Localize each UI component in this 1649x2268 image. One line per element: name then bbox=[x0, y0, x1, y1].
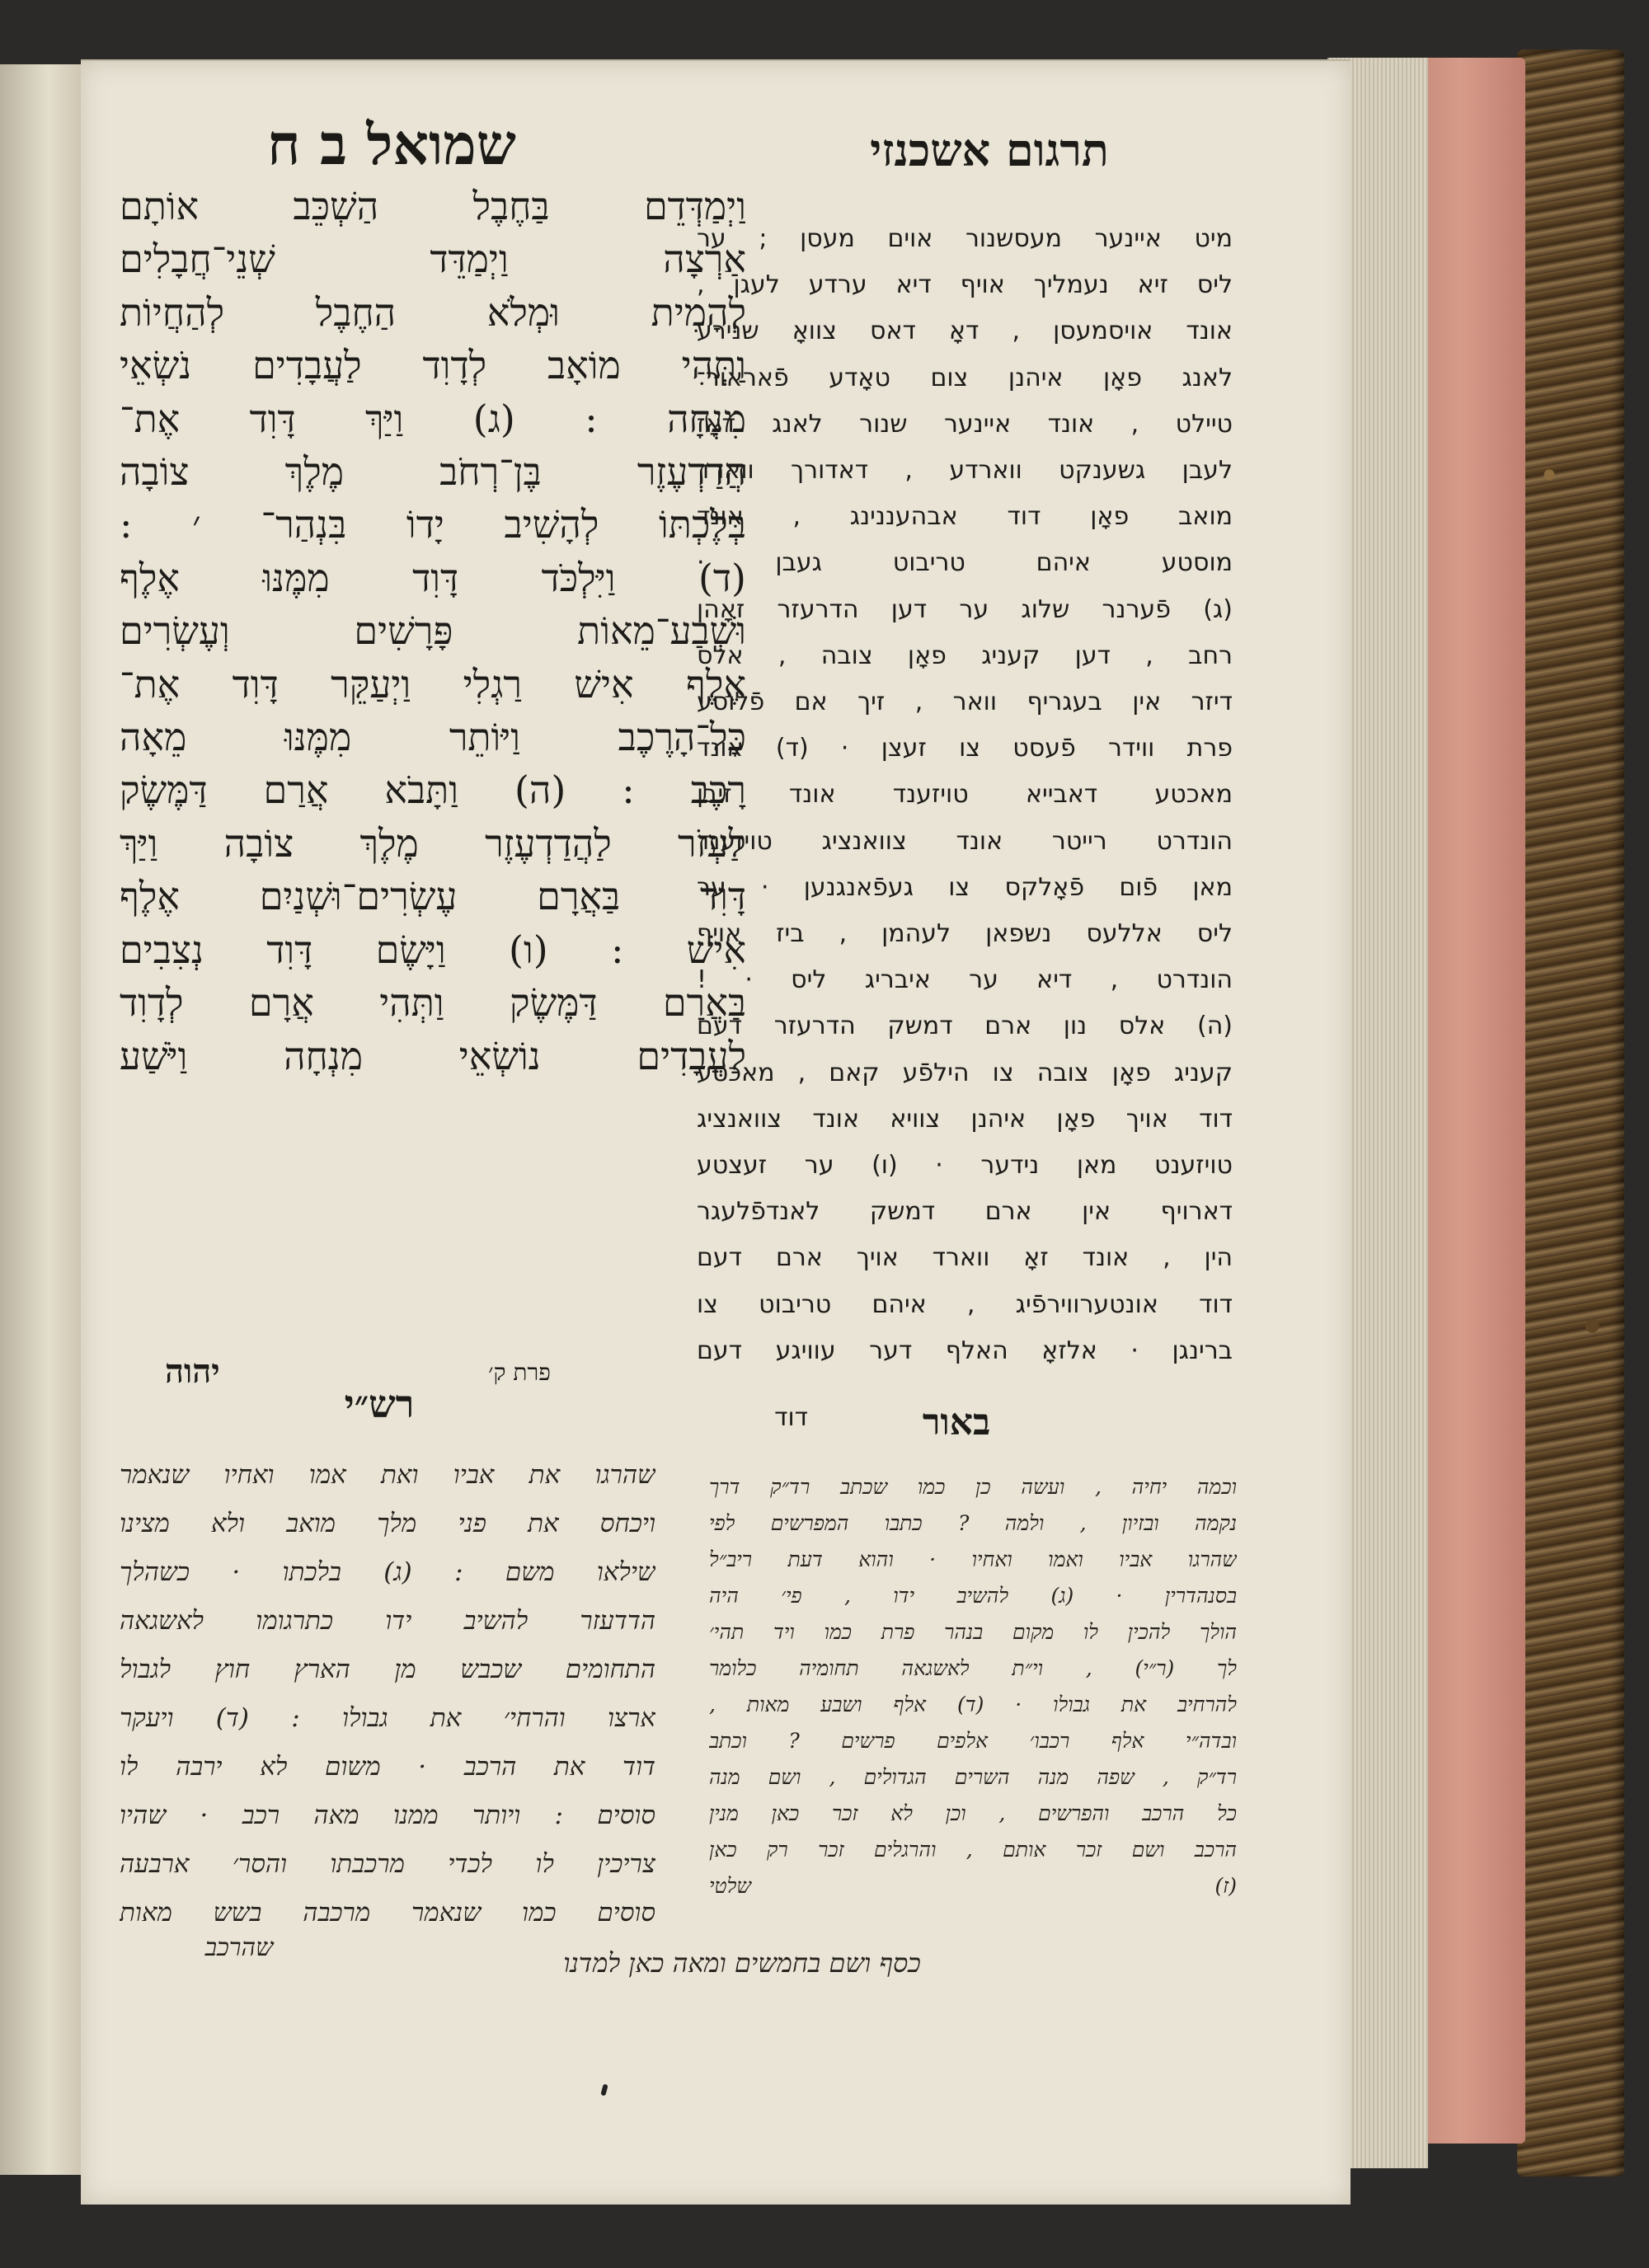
yiddish-line: דארויף אין ארם דמשק לאנדפֿלעגר bbox=[697, 1197, 1233, 1227]
hebrew-line: לַעֲבָדִים נוֹשְׂאֵי מִנְחָה וַיֹּשַׁע bbox=[120, 1033, 746, 1078]
running-header-book: שמואל ב ח bbox=[267, 112, 516, 178]
yiddish-line: קעניג פאָן צובה צו הילפֿע קאם , מאכטע bbox=[697, 1058, 1233, 1087]
yiddish-line: ברינגן · אלזאָ האלף דער עוויגע דעם bbox=[697, 1336, 1233, 1365]
biur-line: ובדה״י אלף רכבו׳ אלפים פרשים ? וכתב bbox=[709, 1729, 1237, 1753]
hebrew-line: הֲדַדְעֶזֶר בֶּן־רְחֹב מֶלֶךְ צוֹבָה bbox=[120, 449, 746, 495]
yiddish-line: מאן פֿום פֿאָלקס צו געפֿאנגנען · ער bbox=[697, 872, 1233, 902]
hebrew-line: וּשְׁבַע־מֵאוֹת פָּרָשִׁים וְעֶשְׂרִים bbox=[120, 608, 746, 654]
yiddish-line: טויזענט מאן נידער · (ו) ער זעצטע bbox=[697, 1151, 1233, 1181]
perek-label: פרת ק׳ bbox=[488, 1359, 551, 1386]
biur-line: להרחיב את גבולו · (ד) אלף ושבע מאות , bbox=[709, 1693, 1237, 1716]
biur-line: הולך להכין לו מקום בנהר פרת כמו ויד תהי׳ bbox=[709, 1620, 1237, 1644]
hebrew-line: אֶלֶף אִישׁ רַגְלִי וַיְעַקֵּר דָּוִד אֶת־ bbox=[120, 661, 746, 707]
yiddish-line: דיזר אין בעגריף וואר , זיך אם פֿלוסע bbox=[697, 688, 1233, 717]
yiddish-line: דוד אונטערווירפֿיג , איהם טריבוט צו bbox=[697, 1289, 1233, 1319]
yiddish-line: (ה) אלס נון ארם דמשק הדרעזר דעם bbox=[697, 1012, 1233, 1041]
yiddish-line: הונדרט , דיא ער איבריג ליס · ! bbox=[697, 965, 1233, 995]
yiddish-line: ליס זיא נעמליך אויף דיא ערדע לעגן , bbox=[697, 270, 1233, 300]
rashi-commentary-column bbox=[120, 1451, 655, 1937]
hebrew-line: דָּוִד בַּאֲרָם עֶשְׂרִים־וּשְׁנַיִם אֶלֶף bbox=[120, 874, 746, 919]
yiddish-line: מיט איינער מעסשנור אוים מעסן ; ער bbox=[697, 224, 1233, 253]
bottom-commentary-line: כסף ושם בחמשים ומאה כאן למדנו bbox=[563, 1947, 921, 1979]
page-edges bbox=[1418, 58, 1525, 2144]
yiddish-line: (ג) פֿערנר שלוג ער דען הדרעזר זאָהן bbox=[697, 594, 1233, 624]
yiddish-line: לעבן גשענקט ווארדע , דאדורך ווארד bbox=[697, 456, 1233, 486]
hebrew-line: מִנְחָה : (ג) וַיַּךְ דָּוִד אֶת־ bbox=[120, 396, 746, 441]
rashi-line: סוסים כמו שנאמר מרכבה בשש מאות bbox=[120, 1898, 655, 1928]
hebrew-line: לַעְזֹר לַהֲדַדְעֶזֶר מֶלֶךְ צוֹבָה וַיַּךְ bbox=[120, 820, 746, 866]
rashi-title: רש״י bbox=[344, 1382, 415, 1426]
hebrew-line: בַּאֲרַם דַּמֶּשֶׂק וַתְּהִי אֲרָם לְדָוִד bbox=[120, 980, 746, 1026]
rashi-line: ארצו והרחי׳ את גבולו : (ד) ויעקר bbox=[120, 1703, 655, 1733]
biur-line: בסנהדרין · (ג) להשיב ידו , פי׳ היה bbox=[709, 1584, 1237, 1608]
biur-line: (ז) שלטי bbox=[709, 1874, 1237, 1898]
rashi-line: צריכין לו לכדי מרכבתו והסר׳ ארבעה bbox=[120, 1849, 655, 1879]
yiddish-line: אונד אויסמעסן , דאָ דאס צוואָ שנירע bbox=[697, 317, 1233, 346]
hebrew-line: וַיְמַדְּדֵם בַּחֶבֶל הַשְׁכֵּב אוֹתָם bbox=[120, 184, 746, 228]
rashi-line: סוסים : ויותר ממנו מאה רכב · שהיו bbox=[120, 1801, 655, 1830]
hebrew-line: רָכֶב : (ה) וַתָּבֹא אֲרַם דַּמֶּשֶׂק bbox=[120, 768, 746, 813]
left-page-edge bbox=[0, 64, 82, 2175]
biur-line: רד״ק , שפה מנה השרים הגדולים , ושם מנה bbox=[709, 1765, 1237, 1789]
yiddish-line: פרת ווידר פֿעסט צו זעצן · (ד) אונד bbox=[697, 734, 1233, 763]
yiddish-line: דוד אויך פאָן איהנן צוויא אונד צוואנציג bbox=[697, 1104, 1233, 1134]
yiddish-line: ליס אללעס נשפאן לעהמן , ביז אויף bbox=[697, 919, 1233, 949]
rashi-line: דוד את הרכב · משום לא ירבה לו bbox=[120, 1752, 655, 1782]
hebrew-line: בְּלֶכְתּוֹ לְהָשִׁיב יָדוֹ בִּנְהַר־ ׳ : bbox=[120, 502, 746, 547]
biur-line: שהרגו אביו ואמו ואחיו · והוא דעת ריב״ל bbox=[709, 1547, 1237, 1571]
rashi-line: התחומים שכבש מן הארץ חוץ לגבול bbox=[120, 1655, 655, 1684]
hebrew-text-column bbox=[120, 180, 746, 1082]
yiddish-line: מואב פאָן דוד אבהעננינג , אונד bbox=[697, 502, 1233, 532]
rashi-line: שילאו משם : (ג) בלכתו · כשהלך bbox=[120, 1557, 655, 1587]
running-header-translation: תרגום אשכנזי bbox=[870, 124, 1109, 176]
book-cover bbox=[1517, 49, 1624, 2176]
hebrew-line: לְהָמִית וּמְלֹא הַחֶבֶל לְהַחֲיוֹת bbox=[120, 289, 746, 335]
biur-title: באור bbox=[922, 1402, 991, 1444]
biur-line: כל הרכב והפרשים , וכן לא זכר כאן מנין bbox=[709, 1801, 1237, 1825]
biur-line: הרכב ושם זכר אותם , והרגלים זכר רק כאן bbox=[709, 1838, 1237, 1862]
rashi-line: ויכחס את פני מלך מואב ולא מצינו bbox=[120, 1509, 655, 1538]
rashi-line: הדדעזר להשיב ידו כתרגומו לאשגאה bbox=[120, 1606, 655, 1636]
yiddish-translation-column bbox=[697, 216, 1233, 1374]
rashi-line: שהרגו את אביו ואת אמו ואחיו שנאמר bbox=[120, 1460, 655, 1490]
hebrew-line: (ד) וַיִּלְכֹּד דָּוִד מִמֶּנּוּ אֶלֶף bbox=[120, 555, 746, 600]
yiddish-line: רחב , דען קעניג פאָן צובה , אלס bbox=[697, 641, 1233, 670]
hebrew-line: וַתְּהִי מוֹאָב לְדָוִד לַעֲבָדִים נֹשְׂאֵי bbox=[120, 343, 746, 388]
yiddish-line: טיילט , אונד איינער שנור לאנג דאָז bbox=[697, 409, 1233, 439]
yiddish-line: מוסטע איהם טריבוט געבן · bbox=[697, 548, 1233, 578]
biur-line: נקמה ובזיון , ולמה ? כתבו המפרשים לפי bbox=[709, 1511, 1237, 1535]
yiddish-catchword: דוד bbox=[774, 1403, 808, 1432]
hebrew-line: כָּל־הָרֶכֶב וַיּוֹתֵר מִמֶּנּוּ מֵאָה bbox=[120, 715, 746, 760]
hebrew-line: אִישׁ : (ו) וַיָּשֶׂם דָּוִד נְצִבִים bbox=[120, 927, 746, 972]
yiddish-line: מאכטע דאבייא טויזענד אונד זיבן bbox=[697, 780, 1233, 810]
biur-line: לך (ר״י) , וי״ת לאשגאה תחומיה כלומר bbox=[709, 1656, 1237, 1680]
yiddish-line: הונדרט רייטר אונד צוואנציג טויזענד bbox=[697, 826, 1233, 856]
hebrew-line: אַרְצָה וַיְמַדֵּד שְׁנֵי־חֲבָלִים bbox=[120, 237, 746, 282]
yiddish-line: הין , אונד זאָ ווארד אויך ארם דעם bbox=[697, 1243, 1233, 1273]
hebrew-catchword: יהוה bbox=[165, 1352, 220, 1391]
rashi-catchword: שהרכב bbox=[204, 1933, 274, 1962]
yiddish-line: לאנג פאָן איהנן צום טאָדע פֿאראור־ bbox=[697, 363, 1233, 392]
biur-line: וכמה יחיה , ועשה כן כמו שכתב רד״ק דרך bbox=[709, 1475, 1237, 1499]
biur-commentary-column bbox=[709, 1469, 1237, 1904]
